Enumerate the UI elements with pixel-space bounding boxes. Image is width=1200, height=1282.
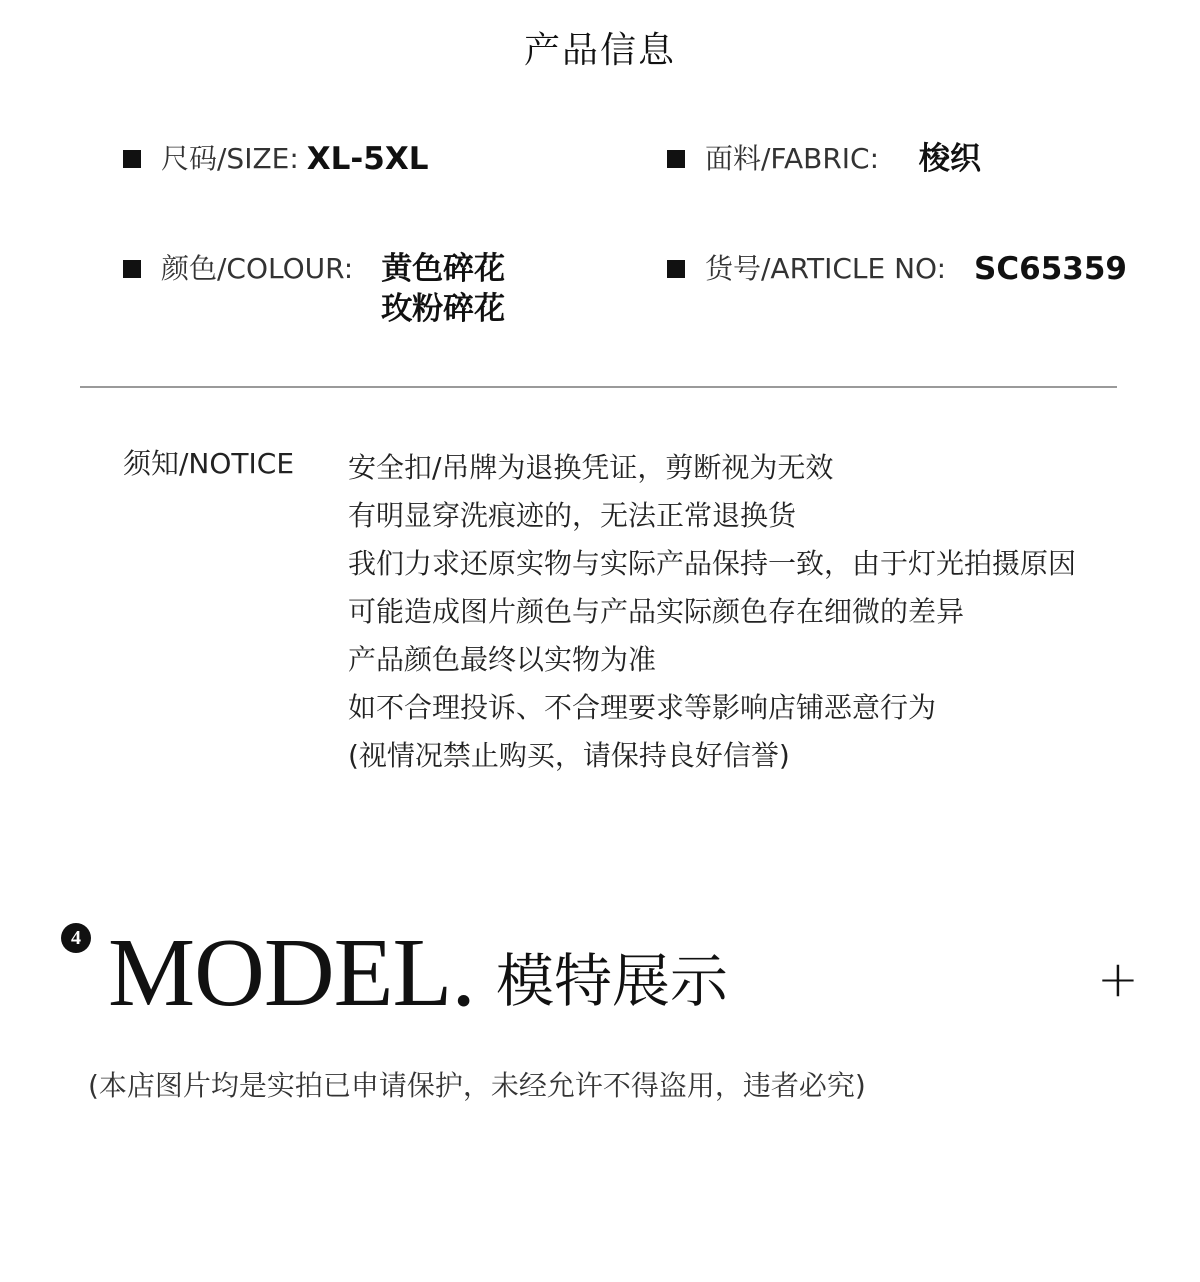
spec-colour [123,249,505,329]
notice-line: 产品颜色最终以实物为准 [348,643,657,676]
notice-line: 有明显穿洗痕迹的，无法正常退换货 [348,499,797,532]
spec-size [123,139,429,179]
square-bullet-icon [123,260,141,278]
spec-fabric [667,139,981,179]
model-heading: MODEL. [108,919,475,1027]
spec-size-label: 尺码/SIZE: [161,142,299,175]
spec-article-label: 货号/ARTICLE NO: [705,252,947,285]
page-title: 产品信息 [523,30,676,71]
spec-colour-value: 黄色碎花 [381,251,506,287]
notice-line: 我们力求还原实物与实际产品保持一致，由于灯光拍摄原因 [348,547,1077,580]
plus-icon: + [1097,950,1139,1008]
notice-line: (视情况禁止购买，请保持良好信誉) [348,739,790,772]
spec-fabric-label: 面料/FABRIC: [705,142,880,175]
spec-colour-value: 玫粉碎花 [381,291,506,327]
notice-label: 须知/NOTICE [123,447,295,480]
spec-fabric-value: 梭织 [919,141,982,177]
spec-article-value: SC65359 [974,251,1127,287]
notice-line: 如不合理投诉、不合理要求等影响店铺恶意行为 [348,691,937,724]
square-bullet-icon [667,260,685,278]
square-bullet-icon [123,150,141,168]
model-subheading: 模特展示 [496,947,729,1015]
section-number-badge: 4 [61,923,91,953]
spec-article [667,249,1127,289]
spec-colour-values [381,249,505,329]
copyright-notice: (本店图片均是实拍已申请保护，未经允许不得盗用，违者必究) [88,1069,866,1102]
section-divider [80,386,1117,388]
square-bullet-icon [667,150,685,168]
notice-line: 安全扣/吊牌为退换凭证，剪断视为无效 [348,451,834,484]
spec-colour-label: 颜色/COLOUR: [161,252,354,285]
spec-size-value: XL-5XL [306,141,429,177]
notice-line: 可能造成图片颜色与产品实际颜色存在细微的差异 [348,595,965,628]
notice-list [348,444,1076,780]
